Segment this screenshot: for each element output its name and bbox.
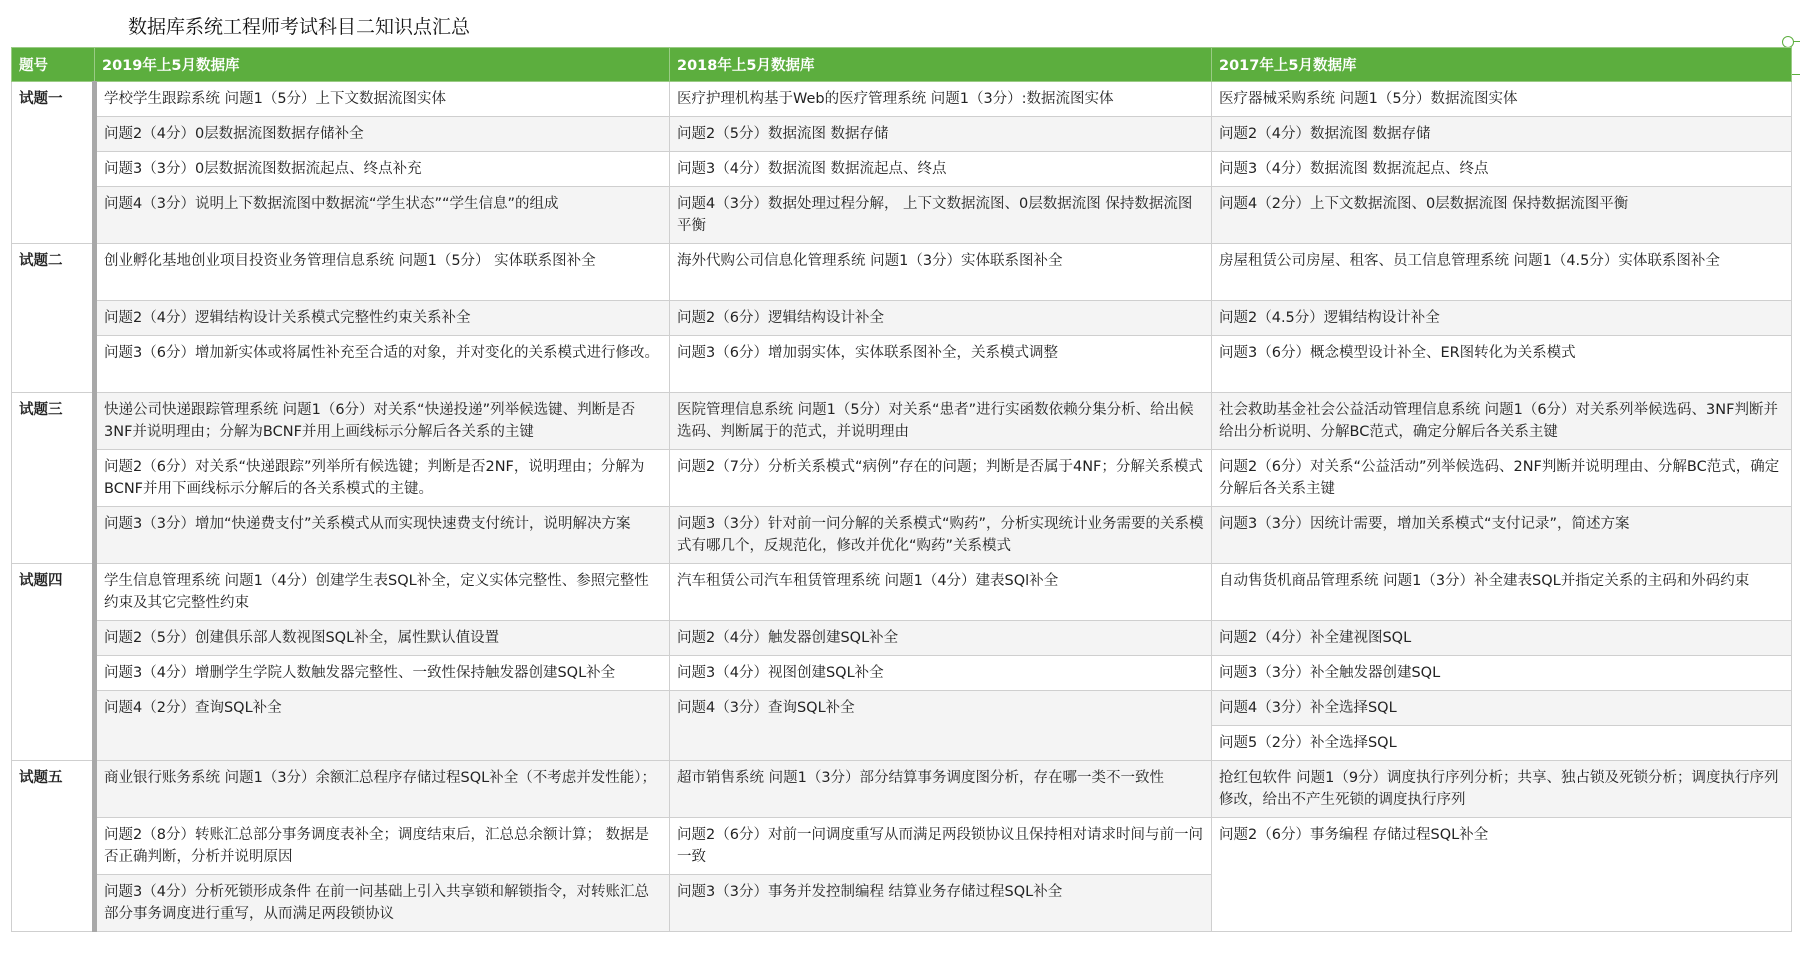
header-row (12, 48, 1792, 82)
table-row (12, 507, 1792, 564)
header-cell[interactable]: 2018年上5月数据库 (670, 48, 1212, 82)
table-cell[interactable]: 问题3（3分）0层数据流图数据流起点、终点补充 (95, 152, 670, 187)
table-row (12, 82, 1792, 117)
table-cell[interactable]: 问题4（2分）查询SQL补全 (95, 691, 670, 761)
table-cell[interactable]: 问题3（3分）因统计需要，增加关系模式“支付记录”，简述方案 (1212, 507, 1792, 564)
table-cell[interactable]: 超市销售系统 问题1（3分）部分结算事务调度图分析，存在哪一类不一致性 (670, 761, 1212, 818)
table-cell[interactable]: 抢红包软件 问题1（9分）调度执行序列分析；共享、独占锁及死锁分析；调度执行序列修改，给出不产生死锁的调度执行序列 (1212, 761, 1792, 818)
question-cell[interactable]: 试题二 (12, 244, 95, 393)
header-cell[interactable]: 题号 (12, 48, 95, 82)
table-cell[interactable]: 学生信息管理系统 问题1（4分）创建学生表SQL补全，定义实体完整性、参照完整性约束及其它完整性约束 (95, 564, 670, 621)
table-row (12, 621, 1792, 656)
table-cell[interactable]: 问题4（2分）上下文数据流图、0层数据流图 保持数据流图平衡 (1212, 187, 1792, 244)
sheet-title: 数据库系统工程师考试科目二知识点汇总 (128, 16, 471, 38)
table-row (12, 691, 1792, 726)
table-cell[interactable]: 问题4（3分）查询SQL补全 (670, 691, 1212, 761)
question-cell[interactable]: 试题四 (12, 564, 95, 761)
table-cell[interactable]: 医疗器械采购系统 问题1（5分）数据流图实体 (1212, 82, 1792, 117)
table-cell[interactable]: 问题3（3分）事务并发控制编程 结算业务存储过程SQL补全 (670, 875, 1212, 932)
table-row (12, 336, 1792, 393)
table-cell[interactable]: 房屋租赁公司房屋、租客、员工信息管理系统 问题1（4.5分）实体联系图补全 (1212, 244, 1792, 301)
table-cell[interactable]: 问题2（6分）对关系“快递跟踪”列举所有候选键；判断是否2NF，说明理由；分解为BCNF并用下画线标示分解后的各关系模式的主键。 (95, 450, 670, 507)
table-cell[interactable]: 问题2（4分）触发器创建SQL补全 (670, 621, 1212, 656)
table-row (12, 761, 1792, 818)
table-cell[interactable]: 问题2（4.5分）逻辑结构设计补全 (1212, 301, 1792, 336)
table-cell[interactable]: 自动售货机商品管理系统 问题1（3分）补全建表SQL并指定关系的主码和外码约束 (1212, 564, 1792, 621)
table-row (12, 564, 1792, 621)
table-row (12, 656, 1792, 691)
table-cell[interactable]: 问题4（3分）数据处理过程分解， 上下文数据流图、0层数据流图 保持数据流图平衡 (670, 187, 1212, 244)
table-cell[interactable]: 问题2（4分）0层数据流图数据存储补全 (95, 117, 670, 152)
table-cell[interactable]: 问题2（6分）逻辑结构设计补全 (670, 301, 1212, 336)
table-cell[interactable]: 问题3（4分）数据流图 数据流起点、终点 (1212, 152, 1792, 187)
table-row (12, 187, 1792, 244)
table-cell[interactable]: 问题3（6分）增加新实体或将属性补充至合适的对象，并对变化的关系模式进行修改。 (95, 336, 670, 393)
table-cell[interactable]: 问题5（2分）补全选择SQL (1212, 726, 1792, 761)
table-cell[interactable]: 问题2（4分）数据流图 数据存储 (1212, 117, 1792, 152)
table-row (12, 818, 1792, 875)
table-row (12, 117, 1792, 152)
table-cell[interactable]: 社会救助基金社会公益活动管理信息系统 问题1（6分）对关系列举候选码、3NF判断并给出分析说明、分解BC范式，确定分解后各关系主键 (1212, 393, 1792, 450)
table-cell[interactable]: 问题3（3分）针对前一问分解的关系模式“购药”，分析实现统计业务需要的关系模式有哪几个，反规范化，修改并优化“购药”关系模式 (670, 507, 1212, 564)
table-cell[interactable]: 海外代购公司信息化管理系统 问题1（3分）实体联系图补全 (670, 244, 1212, 301)
table-cell[interactable]: 问题4（3分）补全选择SQL (1212, 691, 1792, 726)
table-cell[interactable]: 问题4（3分）说明上下数据流图中数据流“学生状态”“学生信息”的组成 (95, 187, 670, 244)
table-row (12, 152, 1792, 187)
table-cell[interactable]: 创业孵化基地创业项目投资业务管理信息系统 问题1（5分） 实体联系图补全 (95, 244, 670, 301)
table-cell[interactable]: 问题3（4分）数据流图 数据流起点、终点 (670, 152, 1212, 187)
table-cell[interactable]: 问题3（4分）视图创建SQL补全 (670, 656, 1212, 691)
table-cell[interactable]: 问题3（3分）补全触发器创建SQL (1212, 656, 1792, 691)
question-cell[interactable]: 试题一 (12, 82, 95, 244)
question-cell[interactable]: 试题五 (12, 761, 95, 932)
header-cell[interactable]: 2017年上5月数据库 (1212, 48, 1792, 82)
knowledge-table (11, 47, 1792, 932)
table-row (12, 301, 1792, 336)
table-cell[interactable]: 问题2（6分）事务编程 存储过程SQL补全 (1212, 818, 1792, 932)
table-cell[interactable]: 医疗护理机构基于Web的医疗管理系统 问题1（3分）:数据流图实体 (670, 82, 1212, 117)
table-cell[interactable]: 问题2（6分）对前一问调度重写从而满足两段锁协议且保持相对请求时间与前一问一致 (670, 818, 1212, 875)
table-row (12, 244, 1792, 301)
table-cell[interactable]: 医院管理信息系统 问题1（5分）对关系“患者”进行实函数依赖分集分析、给出候选码、判断属于的范式，并说明理由 (670, 393, 1212, 450)
table-cell[interactable]: 问题3（4分）增删学生学院人数触发器完整性、一致性保持触发器创建SQL补全 (95, 656, 670, 691)
table-cell[interactable]: 问题2（6分）对关系“公益活动”列举候选码、2NF判断并说明理由、分解BC范式，确定分解后各关系主键 (1212, 450, 1792, 507)
table-cell[interactable]: 商业银行账务系统 问题1（3分）余额汇总程序存储过程SQL补全（不考虑并发性能）； (95, 761, 670, 818)
table-cell[interactable]: 问题3（6分）增加弱实体，实体联系图补全，关系模式调整 (670, 336, 1212, 393)
table-cell[interactable]: 问题3（3分）增加“快递费支付”关系模式从而实现快速费支付统计，说明解决方案 (95, 507, 670, 564)
table-cell[interactable]: 问题2（4分）补全建视图SQL (1212, 621, 1792, 656)
table-row (12, 450, 1792, 507)
table-cell[interactable]: 快递公司快递跟踪管理系统 问题1（6分）对关系“快递投递”列举候选键、判断是否3NF并说明理由；分解为BCNF并用上画线标示分解后各关系的主键 (95, 393, 670, 450)
table-cell[interactable]: 学校学生跟踪系统 问题1（5分）上下文数据流图实体 (95, 82, 670, 117)
table-row (12, 393, 1792, 450)
table-cell[interactable]: 问题2（4分）逻辑结构设计关系模式完整性约束关系补全 (95, 301, 670, 336)
table-cell[interactable]: 汽车租赁公司汽车租赁管理系统 问题1（4分）建表SQl补全 (670, 564, 1212, 621)
question-cell[interactable]: 试题三 (12, 393, 95, 564)
table-cell[interactable]: 问题2（8分）转账汇总部分事务调度表补全；调度结束后，汇总总余额计算； 数据是否正确判断，分析并说明原因 (95, 818, 670, 875)
table-cell[interactable]: 问题2（5分）创建俱乐部人数视图SQL补全，属性默认值设置 (95, 621, 670, 656)
header-cell[interactable]: 2019年上5月数据库 (95, 48, 670, 82)
table-cell[interactable]: 问题3（6分）概念模型设计补全、ER图转化为关系模式 (1212, 336, 1792, 393)
table-cell[interactable]: 问题2（7分）分析关系模式“病例”存在的问题；判断是否属于4NF；分解关系模式 (670, 450, 1212, 507)
table-cell[interactable]: 问题2（5分）数据流图 数据存储 (670, 117, 1212, 152)
table-cell[interactable]: 问题3（4分）分析死锁形成条件 在前一问基础上引入共享锁和解锁指令，对转账汇总部分事务调度进行重写，从而满足两段锁协议 (95, 875, 670, 932)
